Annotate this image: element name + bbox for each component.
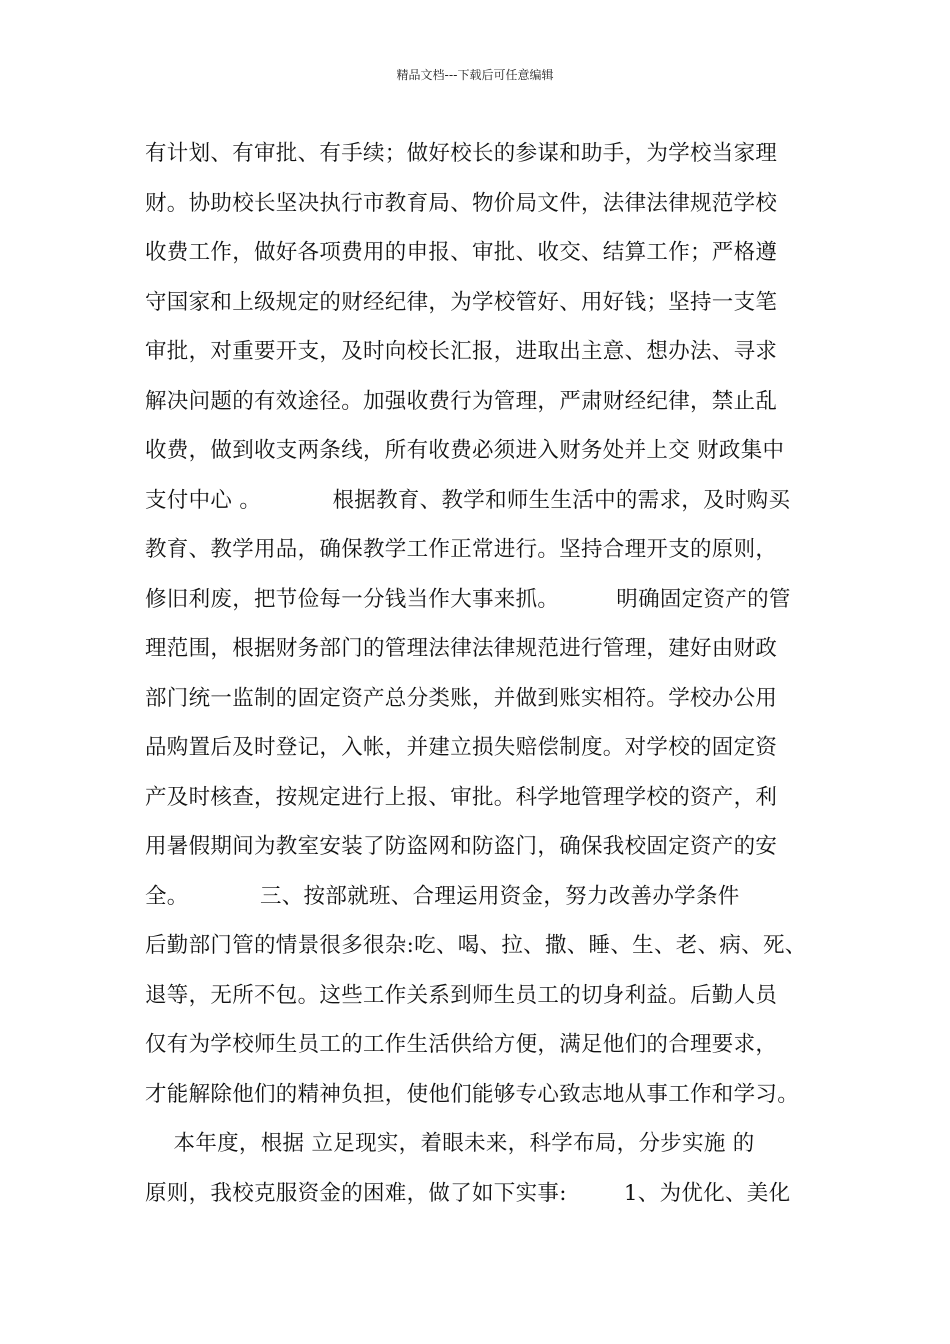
- text-line: 全。 三、按部就班、合理运用资金，努力改善办学条件: [145, 883, 740, 909]
- text-line: 收费工作，做好各项费用的申报、审批、收交、结算工作；严格遵: [145, 240, 778, 265]
- text-line: 收费，做到收支两条线，所有收费必须进入财务处并上交 财政集中: [145, 438, 785, 463]
- text-line: 解决问题的有效途径。加强收费行为管理，严肃财经纪律，禁止乱: [145, 388, 778, 414]
- text-line: 支付中心 。 根据教育、教学和师生生活中的需求，及时购买: [145, 487, 791, 513]
- text-line: 部门统一监制的固定资产总分类账，并做到账实相符。学校办公用: [145, 685, 778, 711]
- text-line: 品购置后及时登记，入帐，并建立损失赔偿制度。对学校的固定资: [145, 735, 778, 760]
- text-line: 修旧利废，把节俭每一分钱当作大事来抓。 明确固定资产的管: [145, 586, 791, 612]
- text-line: 本年度，根据 立足现实，着眼未来，科学布局，分步实施 的: [145, 1131, 755, 1156]
- text-line: 原则，我校克服资金的困难，做了如下实事: 1、为优化、美化: [145, 1180, 791, 1206]
- text-line: 守国家和上级规定的财经纪律，为学校管好、用好钱；坚持一支笔: [145, 289, 778, 315]
- text-line: 理范围，根据财务部门的管理法律法律规范进行管理，建好由财政: [145, 636, 778, 661]
- text-line: 教育、教学用品，确保教学工作正常进行。坚持合理开支的原则，: [145, 537, 778, 562]
- body-text: [145, 134, 835, 1223]
- text-line: 财。协助校长坚决执行市教育局、物价局文件，法律法律规范学校: [145, 190, 778, 216]
- text-line: 退等，无所不包。这些工作关系到师生员工的切身利益。后勤人员: [145, 982, 778, 1008]
- page-header: 精品文档---下载后可任意编辑: [396, 68, 554, 82]
- text-line: 才能解除他们的精神负担，使他们能够专心致志地从事工作和学习。: [145, 1081, 800, 1107]
- text-line: 产及时核查，按规定进行上报、审批。科学地管理学校的资产，利: [145, 784, 778, 810]
- text-line: 审批，对重要开支，及时向校长汇报，进取出主意、想办法、寻求: [145, 339, 778, 364]
- text-line: 后勤部门管的情景很多很杂:吃、喝、拉、撒、睡、生、老、病、死、: [145, 933, 807, 958]
- text-line: 用暑假期间为教室安装了防盗网和防盗门，确保我校固定资产的安: [145, 834, 778, 859]
- text-line: 仅有为学校师生员工的工作生活供给方便，满足他们的合理要求，: [145, 1032, 778, 1057]
- text-line: 有计划、有审批、有手续；做好校长的参谋和助手，为学校当家理: [145, 141, 778, 166]
